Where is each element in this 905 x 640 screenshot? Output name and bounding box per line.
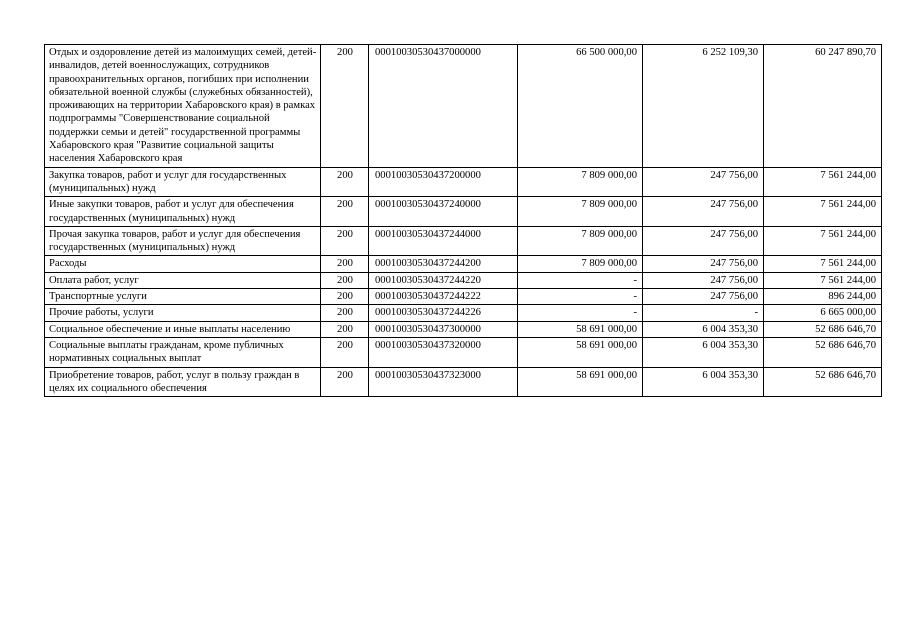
row-name-cell: Отдых и оздоровление детей из малоимущих семей, детей-инвалидов, детей военнослужащих, сотрудников правоохранительных органов, погибших при исполнении обязательной военной службы (служебных обязанностей), проживающих на территории Хабаровского края) в рамках подпрограммы "Совершенствование социальной поддержки семьи и детей" государственной программы Хабаровского края "Развитие социальной защиты населения Хабаровского края bbox=[45, 45, 321, 168]
row-approved-cell: 58 691 000,00 bbox=[518, 367, 643, 397]
row-name-cell: Социальное обеспечение и иные выплаты населению bbox=[45, 321, 321, 337]
table-row bbox=[45, 289, 882, 305]
row-name-cell: Закупка товаров, работ и услуг для государственных (муниципальных) нужд bbox=[45, 167, 321, 197]
table-row bbox=[45, 337, 882, 367]
row-executed-cell: 6 004 353,30 bbox=[643, 321, 764, 337]
row-code-cell: 200 bbox=[321, 289, 369, 305]
budget-execution-table bbox=[44, 44, 882, 397]
row-code-cell: 200 bbox=[321, 197, 369, 227]
row-remaining-cell: 7 561 244,00 bbox=[764, 167, 882, 197]
row-kbk-cell: 00010030530437244200 bbox=[369, 256, 518, 272]
row-kbk-cell: 00010030530437244222 bbox=[369, 289, 518, 305]
row-approved-cell: - bbox=[518, 305, 643, 321]
row-executed-cell: 6 004 353,30 bbox=[643, 337, 764, 367]
row-code-cell: 200 bbox=[321, 305, 369, 321]
row-kbk-cell: 00010030530437244000 bbox=[369, 226, 518, 256]
table-row bbox=[45, 321, 882, 337]
row-name-cell: Оплата работ, услуг bbox=[45, 272, 321, 288]
row-code-cell: 200 bbox=[321, 167, 369, 197]
table-row bbox=[45, 305, 882, 321]
row-remaining-cell: 7 561 244,00 bbox=[764, 272, 882, 288]
row-name-cell: Прочие работы, услуги bbox=[45, 305, 321, 321]
row-name-cell: Транспортные услуги bbox=[45, 289, 321, 305]
row-remaining-cell: 896 244,00 bbox=[764, 289, 882, 305]
row-executed-cell: - bbox=[643, 305, 764, 321]
row-kbk-cell: 00010030530437244226 bbox=[369, 305, 518, 321]
row-kbk-cell: 00010030530437200000 bbox=[369, 167, 518, 197]
row-remaining-cell: 52 686 646,70 bbox=[764, 367, 882, 397]
table-row bbox=[45, 226, 882, 256]
row-remaining-cell: 60 247 890,70 bbox=[764, 45, 882, 168]
row-executed-cell: 247 756,00 bbox=[643, 167, 764, 197]
row-code-cell: 200 bbox=[321, 272, 369, 288]
row-approved-cell: 7 809 000,00 bbox=[518, 256, 643, 272]
row-approved-cell: 7 809 000,00 bbox=[518, 197, 643, 227]
table-row bbox=[45, 45, 882, 168]
row-kbk-cell: 00010030530437320000 bbox=[369, 337, 518, 367]
row-kbk-cell: 00010030530437240000 bbox=[369, 197, 518, 227]
row-name-cell: Расходы bbox=[45, 256, 321, 272]
row-approved-cell: 58 691 000,00 bbox=[518, 321, 643, 337]
row-executed-cell: 6 004 353,30 bbox=[643, 367, 764, 397]
table-row bbox=[45, 256, 882, 272]
table-body bbox=[45, 45, 882, 397]
row-approved-cell: 7 809 000,00 bbox=[518, 167, 643, 197]
row-kbk-cell: 00010030530437323000 bbox=[369, 367, 518, 397]
table-row bbox=[45, 272, 882, 288]
row-kbk-cell: 00010030530437300000 bbox=[369, 321, 518, 337]
row-approved-cell: 58 691 000,00 bbox=[518, 337, 643, 367]
row-kbk-cell: 00010030530437000000 bbox=[369, 45, 518, 168]
row-name-cell: Приобретение товаров, работ, услуг в пользу граждан в целях их социального обеспечения bbox=[45, 367, 321, 397]
row-executed-cell: 247 756,00 bbox=[643, 289, 764, 305]
row-approved-cell: - bbox=[518, 289, 643, 305]
row-name-cell: Прочая закупка товаров, работ и услуг для обеспечения государственных (муниципальных) нужд bbox=[45, 226, 321, 256]
row-remaining-cell: 52 686 646,70 bbox=[764, 337, 882, 367]
row-approved-cell: 7 809 000,00 bbox=[518, 226, 643, 256]
row-code-cell: 200 bbox=[321, 226, 369, 256]
row-code-cell: 200 bbox=[321, 321, 369, 337]
row-code-cell: 200 bbox=[321, 45, 369, 168]
row-remaining-cell: 7 561 244,00 bbox=[764, 256, 882, 272]
row-remaining-cell: 7 561 244,00 bbox=[764, 197, 882, 227]
row-executed-cell: 6 252 109,30 bbox=[643, 45, 764, 168]
table-row bbox=[45, 167, 882, 197]
row-code-cell: 200 bbox=[321, 367, 369, 397]
row-name-cell: Социальные выплаты гражданам, кроме публичных нормативных социальных выплат bbox=[45, 337, 321, 367]
row-code-cell: 200 bbox=[321, 337, 369, 367]
row-executed-cell: 247 756,00 bbox=[643, 272, 764, 288]
row-kbk-cell: 00010030530437244220 bbox=[369, 272, 518, 288]
table-row bbox=[45, 367, 882, 397]
row-executed-cell: 247 756,00 bbox=[643, 197, 764, 227]
row-approved-cell: - bbox=[518, 272, 643, 288]
row-executed-cell: 247 756,00 bbox=[643, 226, 764, 256]
row-executed-cell: 247 756,00 bbox=[643, 256, 764, 272]
row-remaining-cell: 6 665 000,00 bbox=[764, 305, 882, 321]
row-remaining-cell: 52 686 646,70 bbox=[764, 321, 882, 337]
row-name-cell: Иные закупки товаров, работ и услуг для обеспечения государственных (муниципальных) нужд bbox=[45, 197, 321, 227]
row-remaining-cell: 7 561 244,00 bbox=[764, 226, 882, 256]
row-approved-cell: 66 500 000,00 bbox=[518, 45, 643, 168]
row-code-cell: 200 bbox=[321, 256, 369, 272]
table-row bbox=[45, 197, 882, 227]
